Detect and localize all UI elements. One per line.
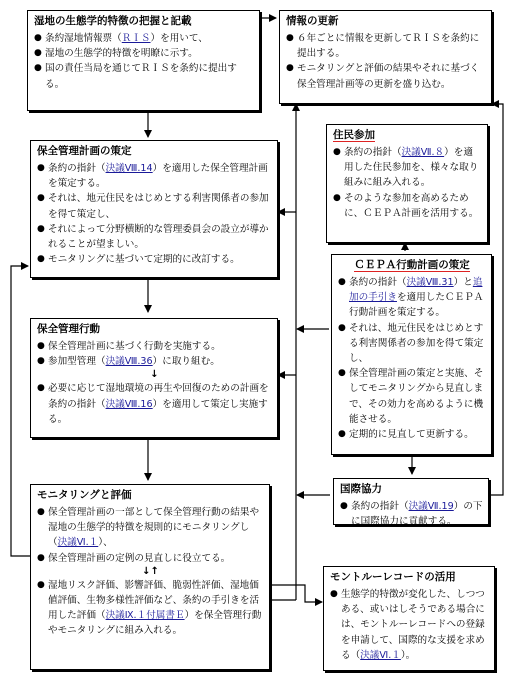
box-plan-item: ● モニタリングに基づいて定期的に改訂する。 [37, 252, 272, 267]
box-participation-item: ● そのような参加を高めるために、ＣＥＰＡ計画を活用する。 [333, 191, 482, 221]
box-monitoring-item: ● 保全管理計画の一部として保全管理行動の結果や湿地の生態学的特徴を規則的にモニタリングし（決議Ⅵ.１）、 [37, 505, 264, 551]
box-plan-item: ● それによって分野横断的な管理委員会の設立が導かれることが望ましい。 [37, 222, 272, 252]
box-action-title: 保全管理行動 [37, 323, 100, 335]
box-plan [30, 140, 278, 278]
box-ris-item: ● 条約湿地情報票（ＲＩＳ）を用いて、 [34, 31, 254, 46]
box-monitoring-item: ● 保全管理計画の定例の見直しに役立てる。 [37, 551, 264, 566]
box-plan-item: ● 条約の指針（決議Ⅷ.14）を適用した保全管理計画を策定する。 [37, 161, 272, 191]
box-action-item: ● 必要に応じて湿地環境の再生や回復のための計画を条約の指針（決議Ⅷ.16）を適用して策定し実施する。 [37, 381, 272, 427]
box-plan-title: 保全管理計画の策定 [37, 145, 132, 157]
box-international-title: 国際協力 [340, 483, 382, 495]
box-action [30, 318, 278, 438]
box-montreux-item: ● 生態学的特徴が変化した、しつつある、或いはしそうである場合には、モントルーレコードへの登録を申請して、国際的な支援を求める（決議Ⅵ.１）。 [330, 587, 489, 663]
box-montreux-title: モントルーレコードの活用 [330, 571, 456, 583]
arrow-monitoring-to-plan [11, 266, 30, 556]
box-participation-title: 住民参加 [333, 129, 375, 141]
box-action-item: ● 参加型管理（決議Ⅷ.36）に取り組む。 [37, 354, 272, 369]
box-cepa-item: ● 保全管理計画の策定と実施、そしてモニタリングから見直しまで、その効力を高めるように機能させる。 [338, 366, 486, 427]
box-cepa [331, 254, 492, 455]
box-ris-item: ● 湿地の生態学的特徴を明瞭に示す。 [34, 46, 254, 61]
box-ris-title: 湿地の生態学的特徴の把握と記載 [34, 15, 192, 27]
box-update-item: ● モニタリングと評価の結果やそれに基づく保全管理計画等の更新を盛り込む。 [286, 61, 486, 91]
box-ris-item: ● 国の責任当局を通じてＲＩＳを条約に提出する。 [34, 61, 254, 91]
box-action-down-arrow: ↓ [150, 369, 159, 381]
box-monitoring-title: モニタリングと評価 [37, 489, 132, 501]
box-cepa-item: ● 定期的に見直して更新する。 [338, 427, 486, 442]
box-ris [27, 10, 260, 111]
box-plan-item: ● それは、地元住民をはじめとする利害関係者の参加を得て策定し、 [37, 191, 272, 221]
box-update [279, 10, 492, 104]
box-monitoring-updown-arrow: ↓↑ [142, 565, 159, 577]
box-monitoring-item: ● 湿地リスク評価、影響評価、脆弱性評価、湿地価値評価、生物多様性評価など、条約の手引きを活用した評価（決議Ⅸ.１付属書Ｅ）を保全管理行動やモニタリングに組み入れる。 [37, 578, 264, 639]
box-update-title: 情報の更新 [286, 15, 339, 27]
box-monitoring [30, 484, 270, 670]
box-international-item: ● 条約の指針（決議Ⅶ.19）の下に国際協力に貢献する。 [340, 499, 483, 529]
box-cepa-title: ＣＥＰＡ行動計画の策定 [354, 259, 470, 271]
box-international [333, 478, 489, 528]
box-participation-item: ● 条約の指針（決議Ⅶ.８）を適用した住民参加を、様々な取り組みに組み入れる。 [333, 145, 482, 191]
box-cepa-item: ● 条約の指針（決議Ⅷ.31）と追加の手引きを適用したＣＥＰＡ行動計画を策定する。 [338, 275, 486, 321]
box-participation [326, 124, 488, 243]
box-update-item: ● ６年ごとに情報を更新してＲＩＳを条約に提出する。 [286, 31, 486, 61]
box-cepa-item: ● それは、地元住民をはじめとする利害関係者の参加を得て策定し、 [338, 321, 486, 367]
box-action-item: ● 保全管理計画に基づく行動を実施する。 [37, 339, 272, 354]
box-montreux [323, 566, 495, 671]
